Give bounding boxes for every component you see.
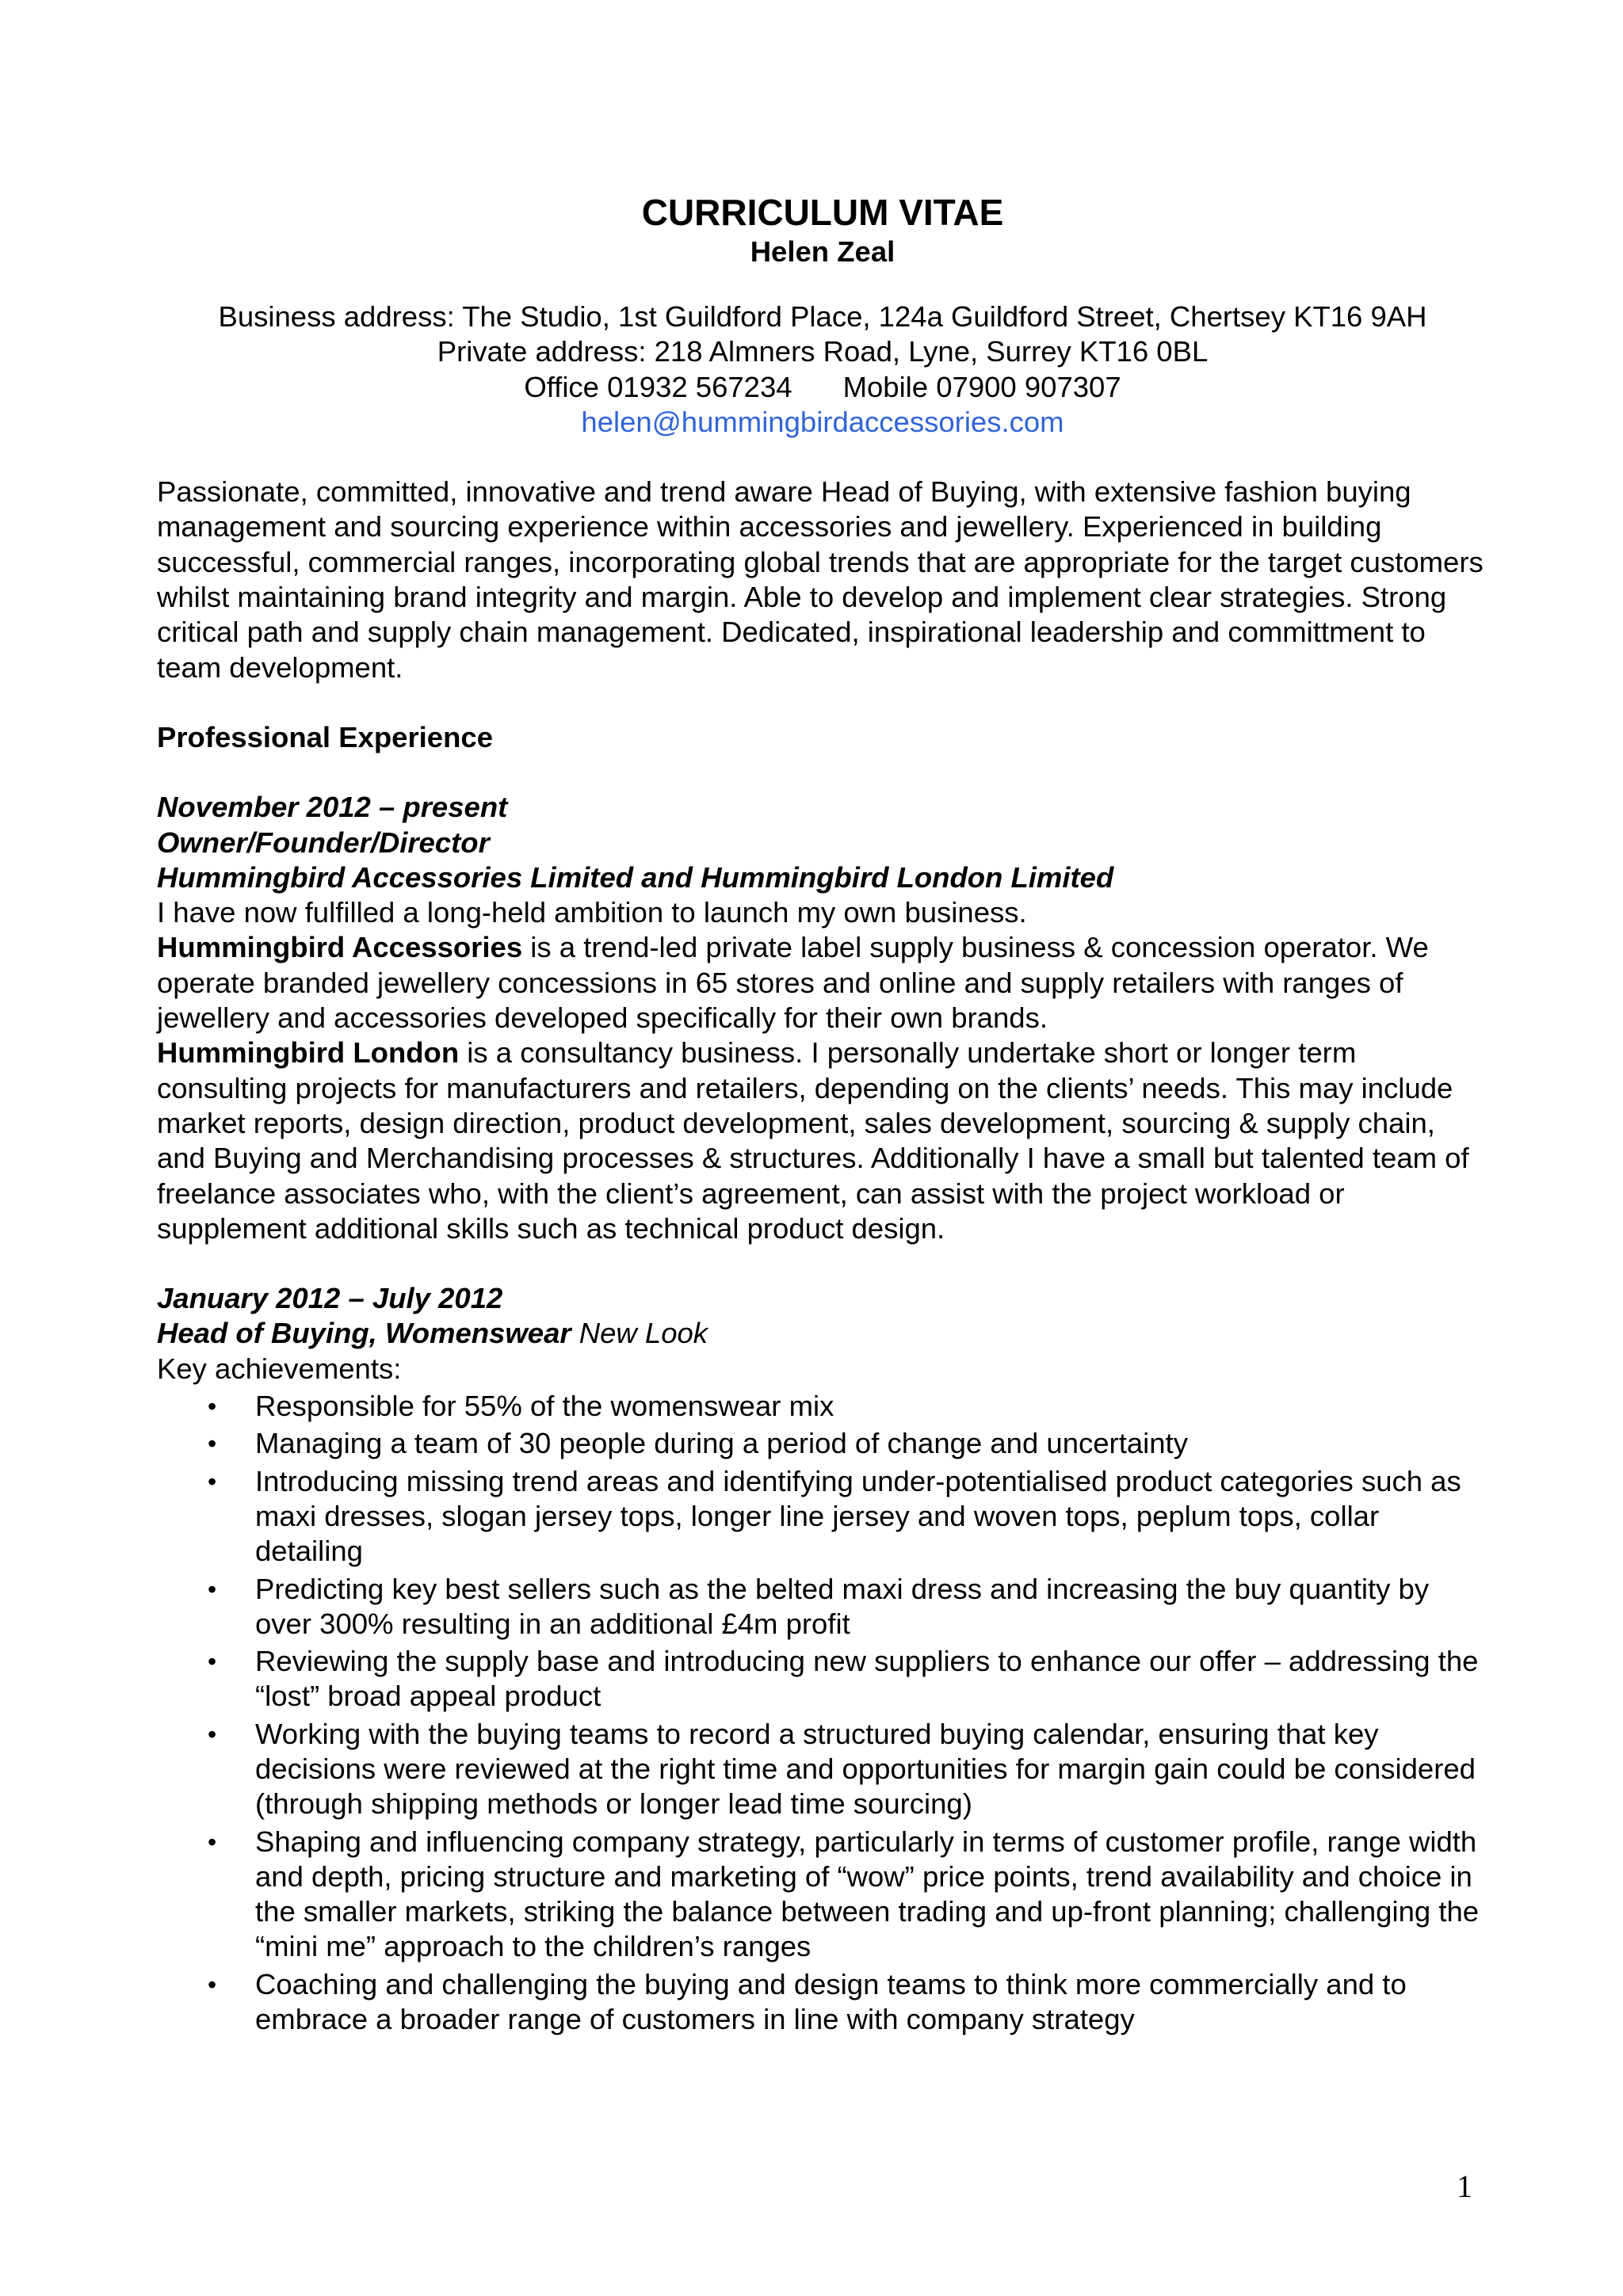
- accessories-description: [157, 930, 1488, 1035]
- job-dates: January 2012 – July 2012: [157, 1282, 503, 1315]
- list-item: • Reviewing the supply base and introducing new suppliers to enhance our offer – addressing the “lost” broad appeal product: [208, 1645, 1479, 1713]
- bullet-icon: •: [208, 1719, 217, 1749]
- achievements-list: [157, 1389, 1488, 2037]
- cv-title: CURRICULUM VITAE: [641, 192, 1004, 233]
- list-item: • Responsible for 55% of the womenswear mix: [157, 1389, 1488, 1424]
- phone-line: [157, 370, 1488, 405]
- accessories-text: is a trend-led private label supply business & concession operator. We operate branded jewellery concessions in 65 stores and online and supply retailers with ranges of jewellery and accessories developed specifically for their own brands.: [157, 931, 1429, 1035]
- bullet-icon: •: [208, 1392, 217, 1421]
- contact-block: [157, 299, 1488, 440]
- london-name: Hummingbird London: [157, 1036, 460, 1070]
- job-title: Owner/Founder/Director: [157, 826, 490, 859]
- job-dates: November 2012 – present: [157, 791, 508, 824]
- email-link[interactable]: helen@hummingbirdaccessories.com: [581, 405, 1064, 438]
- london-description: [157, 1035, 1488, 1246]
- bullet-icon: •: [208, 1827, 217, 1856]
- list-item: • Working with the buying teams to record a structured buying calendar, ensuring that key decisions were reviewed at the right time and opportunities for margin gain could be considered (through shipping methods or longer lead time sourcing): [208, 1717, 1476, 1821]
- achievements-label: Key achievements:: [157, 1352, 402, 1385]
- section-heading-experience: Professional Experience: [157, 720, 493, 753]
- office-phone: Office 01932 567234: [524, 370, 792, 403]
- list-item: • Managing a team of 30 people during a period of change and uncertainty: [157, 1426, 1488, 1461]
- list-item: • Introducing missing trend areas and identifying under-potentialised product categories such as maxi dresses, slogan jersey tops, longer line jersey and woven tops, peplum tops, collar detailing: [208, 1464, 1461, 1568]
- bullet-icon: •: [208, 1970, 217, 1999]
- job-entry-hummingbird: [157, 790, 1488, 1246]
- list-item: • Predicting key best sellers such as the belted maxi dress and increasing the buy quantity by over 300% resulting in an additional £4m profit: [208, 1572, 1430, 1640]
- job-company: New Look: [571, 1317, 708, 1350]
- bullet-icon: •: [208, 1429, 217, 1459]
- bullet-icon: •: [208, 1466, 217, 1496]
- private-address: Private address: 218 Almners Road, Lyne, Surrey KT16 0BL: [437, 335, 1209, 368]
- job-title-line: [157, 1316, 1488, 1351]
- list-item: • Coaching and challenging the buying and design teams to think more commercially and to embrace a broader range of customers in line with company strategy: [208, 1967, 1407, 2036]
- business-address: Business address: The Studio, 1st Guildford Place, 124a Guildford Street, Chertsey KT16 9AH: [218, 300, 1427, 333]
- job-company: Hummingbird Accessories Limited and Hummingbird London Limited: [157, 860, 1114, 894]
- bullet-icon: •: [208, 1574, 217, 1604]
- london-text: is a consultancy business. I personally undertake short or longer term consulting projects for manufacturers and retailers, depending on the clients’ needs. This may include market reports, design direction, product development, sales development, sourcing & supply chain, and Buying and Merchandising processes & structures. Additionally I have a small but talented team of freelance associates who, with the client’s agreement, can assist with the project workload or supplement additional skills such as technical product design.: [157, 1036, 1469, 1245]
- page-number: 1: [1457, 2168, 1472, 2204]
- list-item: • Shaping and influencing company strategy, particularly in terms of customer profile, range width and depth, pricing structure and marketing of “wow” price points, trend availability and choice in the smaller markets, striking the balance between trading and up-front planning; challenging the “mini me” approach to the children’s ranges: [208, 1825, 1480, 1963]
- bullet-icon: •: [208, 1647, 217, 1676]
- candidate-name: Helen Zeal: [750, 235, 896, 268]
- mobile-phone: Mobile 07900 907307: [842, 370, 1121, 403]
- job-intro: I have now fulfilled a long-held ambition to launch my own business.: [157, 896, 1027, 929]
- profile-summary: Passionate, committed, innovative and trend aware Head of Buying, with extensive fashion buying management and sourcing experience within accessories and jewellery. Experienced in building successful, commercial ranges, incorporating global trends that are appropriate for the target customers whilst maintaining brand integrity and margin. Able to develop and implement clear strategies. Strong critical path and supply chain management. Dedicated, inspirational leadership and committment to team development.: [157, 475, 1484, 684]
- accessories-name: Hummingbird Accessories: [157, 931, 523, 964]
- job-title: Head of Buying, Womenswear: [157, 1317, 571, 1350]
- cv-content: [157, 190, 1488, 2037]
- job-entry-new-look: [157, 1281, 1488, 2037]
